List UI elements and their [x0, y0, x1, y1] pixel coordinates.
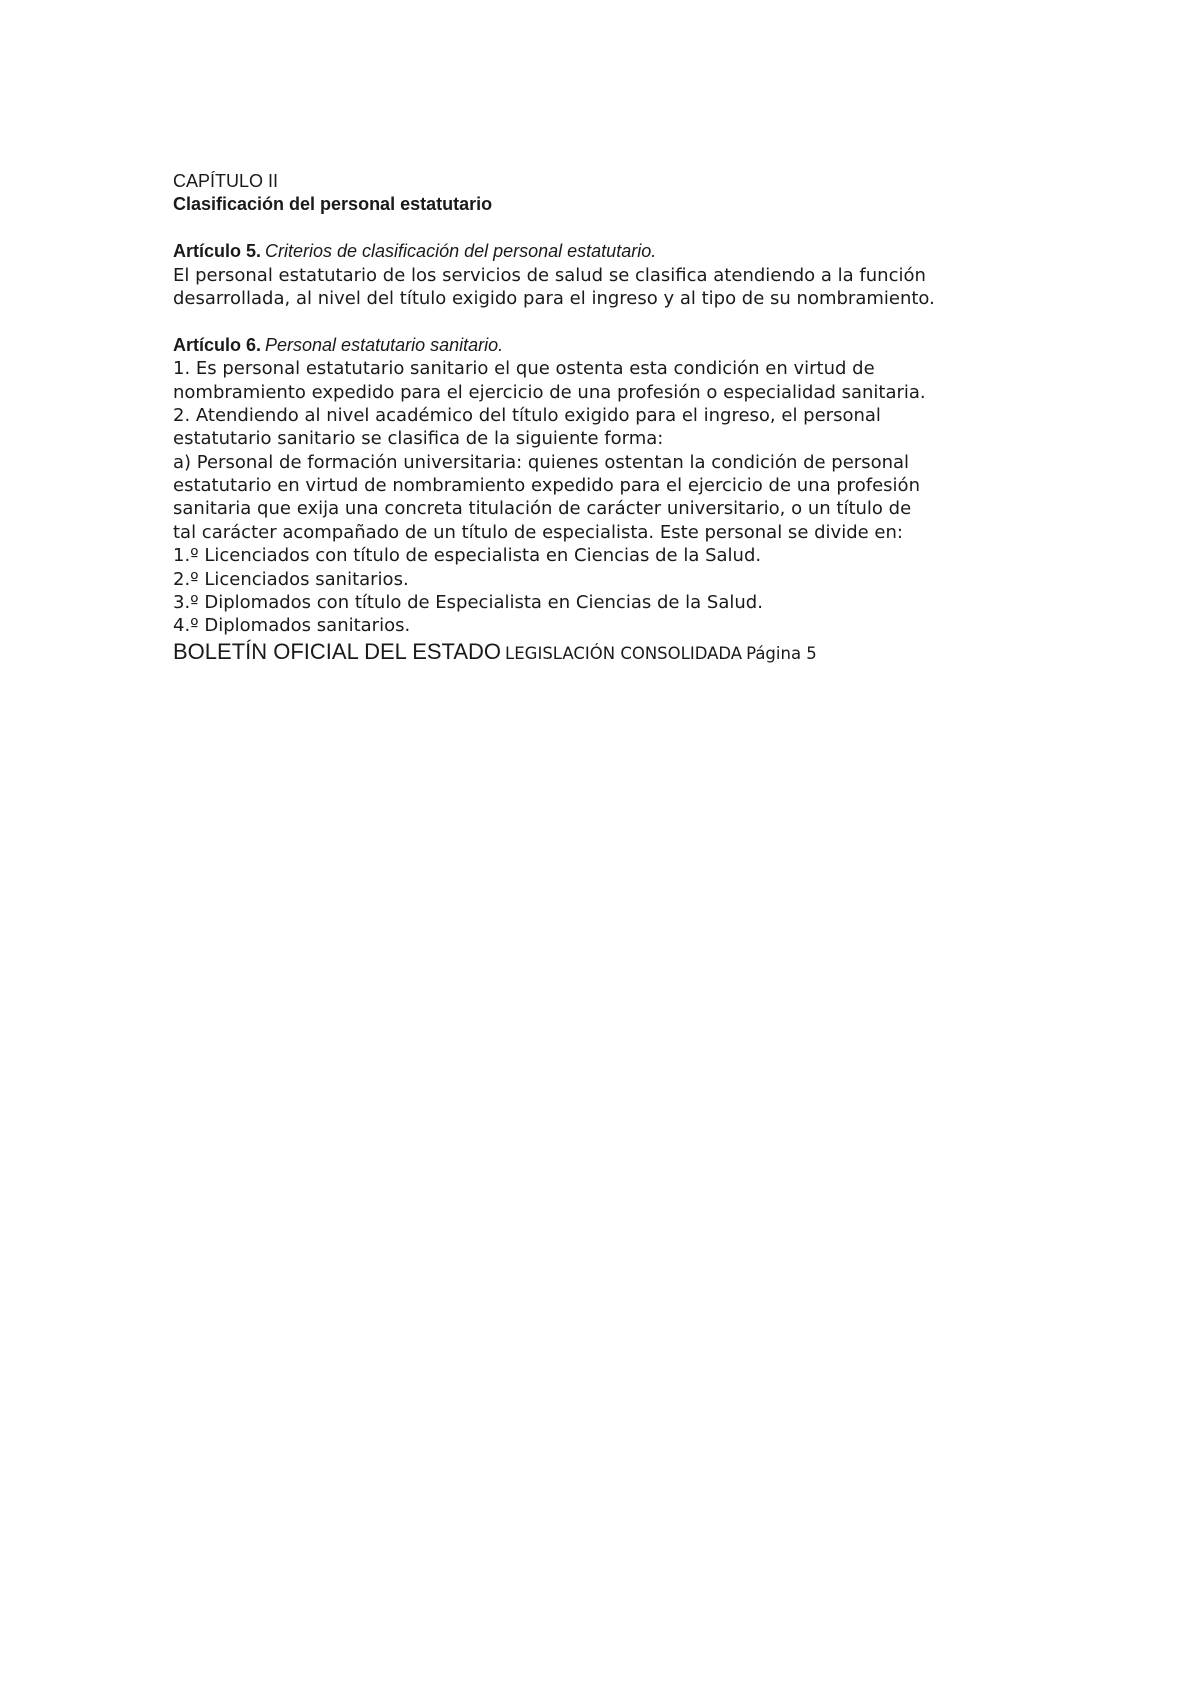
- article-5-heading: [173, 240, 1093, 263]
- article-6-line: 2.º Licenciados sanitarios.: [173, 568, 409, 590]
- chapter-title: Clasificación del personal estatutario: [173, 194, 493, 215]
- article-6-line: estatutario sanitario se clasifica de la siguiente forma:: [173, 428, 664, 450]
- article-6-line: 1. Es personal estatutario sanitario el que ostenta esta condición en virtud de: [173, 358, 875, 380]
- article-6-label: Artículo 6.: [173, 334, 262, 355]
- article-6-line: tal carácter acompañado de un título de especialista. Este personal se divide en:: [173, 521, 903, 543]
- article-5-line: El personal estatutario de los servicios de salud se clasifica atendiendo a la función: [173, 264, 926, 286]
- article-6-line: 2. Atendiendo al nivel académico del título exigido para el ingreso, el personal: [173, 404, 881, 426]
- article-6-line: estatutario en virtud de nombramiento expedido para el ejercicio de una profesión: [173, 475, 920, 497]
- footer-page-number: Página 5: [746, 643, 817, 663]
- page-footer: [173, 638, 1093, 666]
- spacer: [173, 217, 1093, 240]
- article-5-label: Artículo 5.: [173, 241, 262, 262]
- article-6-line: 4.º Diplomados sanitarios.: [173, 615, 411, 637]
- article-6-line: 1.º Licenciados con título de especialista en Ciencias de la Salud.: [173, 545, 762, 567]
- article-6-heading: [173, 334, 1093, 357]
- article-5-title: Criterios de clasificación del personal estatutario.: [265, 241, 657, 262]
- article-6-line: sanitaria que exija una concreta titulación de carácter universitario, o un título de: [173, 498, 912, 520]
- spacer: [173, 310, 1093, 333]
- article-6-line: nombramiento expedido para el ejercicio de una profesión o especialidad sanitaria.: [173, 381, 926, 403]
- footer-publication: BOLETÍN OFICIAL DEL ESTADO: [173, 638, 502, 664]
- article-6-line: a) Personal de formación universitaria: quienes ostentan la condición de personal: [173, 451, 910, 473]
- article-5-line: desarrollada, al nivel del título exigido para el ingreso y al tipo de su nombramiento.: [173, 287, 935, 309]
- footer-section: LEGISLACIÓN CONSOLIDADA: [505, 643, 743, 663]
- article-6-line: 3.º Diplomados con título de Especialista en Ciencias de la Salud.: [173, 592, 763, 614]
- article-6-title: Personal estatutario sanitario.: [265, 334, 504, 355]
- document-page: [173, 170, 1093, 666]
- chapter-heading: CAPÍTULO II: [173, 171, 279, 191]
